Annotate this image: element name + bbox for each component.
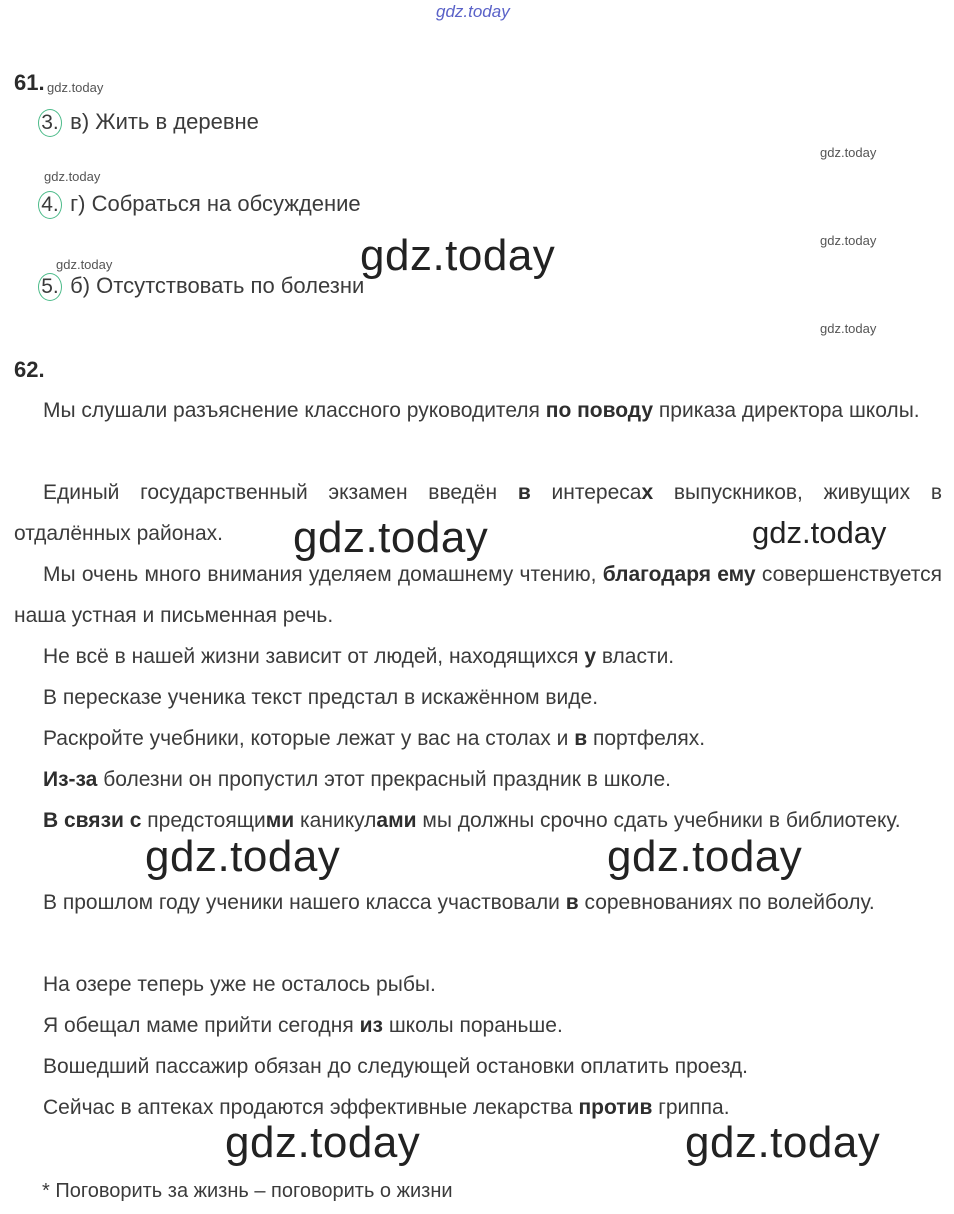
bold-segment: Из-за bbox=[43, 768, 98, 791]
top-watermark: gdz.today bbox=[436, 2, 510, 21]
answer-number-circle: 3. bbox=[38, 109, 62, 137]
text-segment: предстоящи bbox=[141, 809, 266, 832]
bold-segment: благодаря ему bbox=[602, 563, 756, 586]
watermark-large: gdz.today bbox=[360, 231, 556, 280]
watermark-large: gdz.today bbox=[293, 513, 489, 562]
text-segment: На озере теперь уже не осталось рыбы. bbox=[43, 973, 436, 996]
text-segment: Раскройте учебники, которые лежат у вас на столах и bbox=[43, 727, 575, 750]
bold-segment: у bbox=[584, 645, 597, 668]
bold-segment: из bbox=[359, 1014, 383, 1037]
text-segment: мы должны срочно сдать учебники в библиотеку. bbox=[416, 809, 901, 832]
watermark-large: gdz.today bbox=[685, 1118, 881, 1167]
text-segment: Мы слушали разъяснение классного руководителя bbox=[43, 399, 546, 422]
text-segment: интереса bbox=[530, 481, 642, 504]
watermark-small: gdz.today bbox=[56, 257, 113, 272]
sentence-paragraph bbox=[14, 636, 942, 677]
bold-segment: В связи с bbox=[43, 809, 142, 832]
watermark-small: gdz.today bbox=[820, 233, 877, 248]
text-segment: Не всё в нашей жизни зависит от людей, находящихся bbox=[43, 645, 585, 668]
watermark-small: gdz.today bbox=[820, 321, 877, 336]
watermark-large: gdz.today bbox=[225, 1118, 421, 1167]
bold-segment: ми bbox=[265, 809, 295, 832]
text-segment: болезни он пропустил этот прекрасный праздник в школе. bbox=[97, 768, 671, 791]
sentence-paragraph bbox=[14, 390, 942, 431]
answer-text: в) Жить в деревне bbox=[70, 109, 259, 134]
text-segment: гриппа. bbox=[652, 1096, 730, 1119]
watermark-large: gdz.today bbox=[607, 832, 803, 881]
watermark-large: gdz.today bbox=[145, 832, 341, 881]
text-segment: каникул bbox=[294, 809, 377, 832]
text-segment: портфелях. bbox=[587, 727, 706, 750]
text-segment: выпускников, живущих в отдалённых районах. bbox=[14, 481, 942, 545]
answer-text: г) Собраться на обсуждение bbox=[70, 191, 361, 216]
answer-item bbox=[38, 109, 259, 137]
text-segment: Единый государственный экзамен введён bbox=[43, 481, 518, 504]
sentence-paragraph bbox=[14, 554, 942, 636]
answer-text: б) Отсутствовать по болезни bbox=[70, 273, 365, 298]
sentence-paragraph bbox=[14, 964, 942, 1005]
sentence-paragraph bbox=[14, 677, 942, 718]
bold-segment: ами bbox=[376, 809, 417, 832]
sentence-paragraph bbox=[14, 1005, 942, 1046]
sentence-paragraph bbox=[14, 718, 942, 759]
text-segment: власти. bbox=[596, 645, 675, 668]
answer-number-circle: 5. bbox=[38, 273, 62, 301]
answer-item bbox=[38, 191, 361, 219]
bold-segment: х bbox=[641, 481, 654, 504]
sentence-paragraph bbox=[14, 759, 942, 800]
text-segment: В пересказе ученика текст предстал в искажённом виде. bbox=[43, 686, 599, 709]
sentence-paragraph bbox=[14, 882, 942, 923]
bold-segment: против bbox=[578, 1096, 653, 1119]
exercise-61-number: 61. bbox=[14, 70, 45, 95]
text-segment: совершенствуется наша устная и письменная речь. bbox=[14, 563, 942, 627]
bold-segment: в bbox=[565, 891, 579, 914]
text-segment: школы пораньше. bbox=[382, 1014, 563, 1037]
bold-segment: в bbox=[574, 727, 588, 750]
text-segment: Мы очень много внимания уделяем домашнему чтению, bbox=[43, 563, 603, 586]
bold-segment: по поводу bbox=[545, 399, 654, 422]
text-segment: соревнованиях по волейболу. bbox=[578, 891, 875, 914]
watermark-medium: gdz.today bbox=[752, 515, 887, 550]
text-segment: В прошлом году ученики нашего класса участвовали bbox=[43, 891, 566, 914]
answer-number-circle: 4. bbox=[38, 191, 62, 219]
text-segment: приказа директора школы. bbox=[653, 399, 920, 422]
sentence-paragraph bbox=[14, 1046, 942, 1087]
text-segment: Я обещал маме прийти сегодня bbox=[43, 1014, 360, 1037]
footnote: * Поговорить за жизнь – поговорить о жизни bbox=[42, 1180, 453, 1202]
text-segment: Сейчас в аптеках продаются эффективные лекарства bbox=[43, 1096, 579, 1119]
watermark-small: gdz.today bbox=[820, 145, 877, 160]
watermark-small: gdz.today bbox=[44, 169, 101, 184]
watermark-small: gdz.today bbox=[47, 80, 104, 95]
exercise-62-number: 62. bbox=[14, 357, 45, 382]
bold-segment: в bbox=[517, 481, 531, 504]
text-segment: Вошедший пассажир обязан до следующей остановки оплатить проезд. bbox=[43, 1055, 748, 1078]
answer-item bbox=[38, 273, 364, 301]
